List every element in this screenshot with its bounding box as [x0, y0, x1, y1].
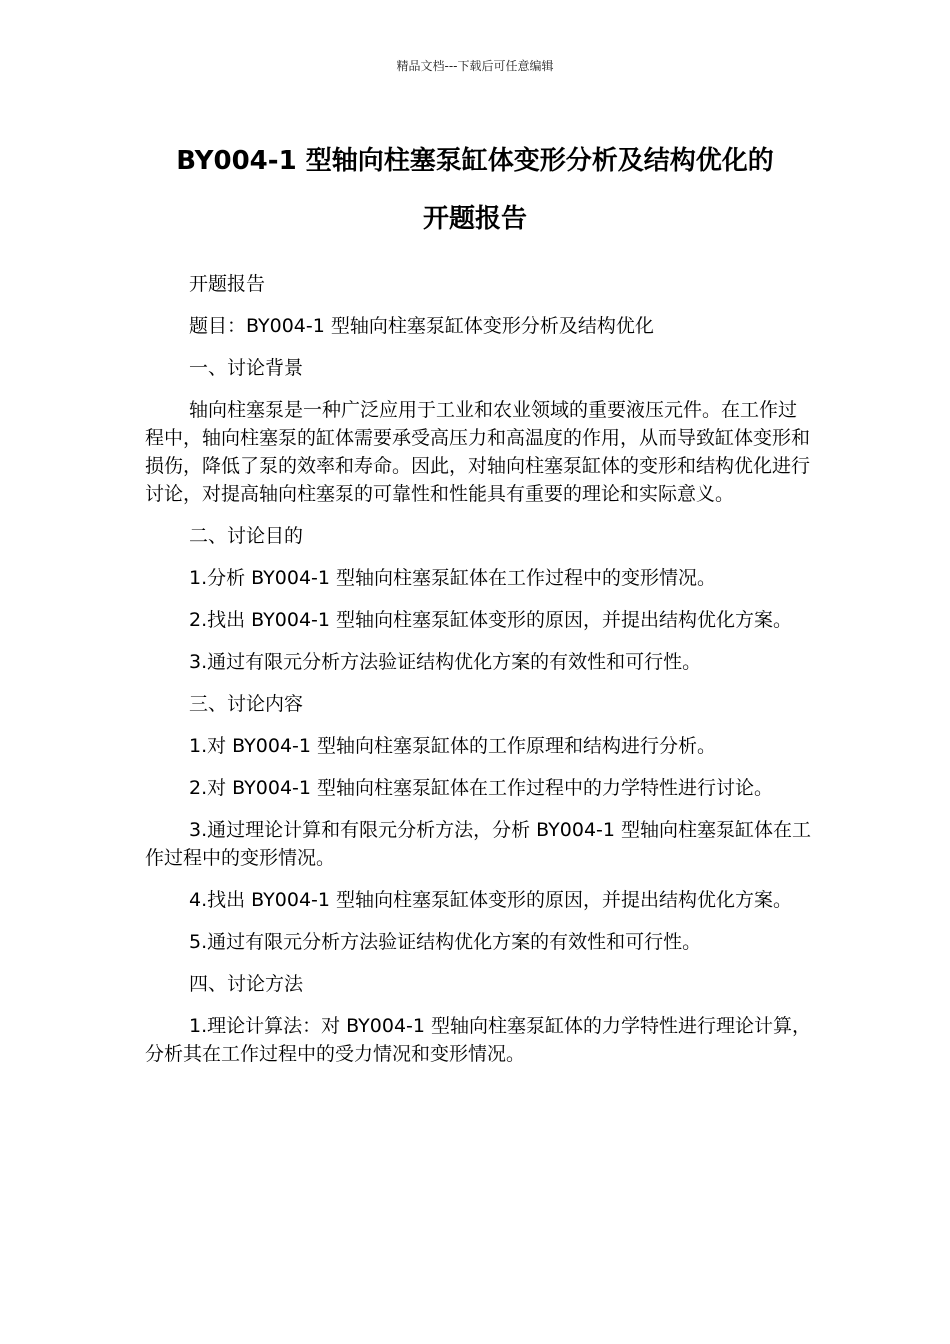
method-item-1: 1.理论计算法：对 BY004-1 型轴向柱塞泵缸体的力学特性进行理论计算，分析其在工作过程中的受力情况和变形情况。	[145, 1015, 812, 1065]
section-heading-purpose: 二、讨论目的	[189, 525, 304, 547]
purpose-item-1: 1.分析 BY004-1 型轴向柱塞泵缸体在工作过程中的变形情况。	[189, 567, 717, 589]
content-item-2: 2.对 BY004-1 型轴向柱塞泵缸体在工作过程中的力学特性进行讨论。	[189, 777, 774, 799]
purpose-item-2: 2.找出 BY004-1 型轴向柱塞泵缸体变形的原因，并提出结构优化方案。	[189, 609, 793, 631]
purpose-item-3: 3.通过有限元分析方法验证结构优化方案的有效性和可行性。	[189, 651, 702, 673]
content-item-3: 3.通过理论计算和有限元分析方法，分析 BY004-1 型轴向柱塞泵缸体在工作过程中的变形情况。	[145, 819, 812, 869]
document-title-line-1: BY004-1 型轴向柱塞泵缸体变形分析及结构优化的	[176, 146, 774, 176]
section-heading-background: 一、讨论背景	[189, 357, 304, 379]
content-item-5: 5.通过有限元分析方法验证结构优化方案的有效性和可行性。	[189, 931, 702, 953]
background-paragraph: 轴向柱塞泵是一种广泛应用于工业和农业领域的重要液压元件。在工作过程中，轴向柱塞泵的缸体需要承受高压力和高温度的作用，从而导致缸体变形和损伤，降低了泵的效率和寿命。因此，对轴向柱塞泵缸体的变形和结构优化进行讨论，对提高轴向柱塞泵的可靠性和性能具有重要的理论和实际意义。	[145, 399, 811, 505]
document-title-line-2: 开题报告	[422, 204, 527, 234]
document-body	[145, 270, 815, 1082]
topic-line: 题目：BY004-1 型轴向柱塞泵缸体变形分析及结构优化	[189, 315, 654, 337]
document-title	[100, 132, 850, 248]
page-header: 精品文档---下载后可任意编辑	[396, 59, 554, 73]
section-label-report: 开题报告	[189, 273, 266, 295]
section-heading-method: 四、讨论方法	[189, 973, 304, 995]
section-heading-content: 三、讨论内容	[189, 693, 304, 715]
content-item-1: 1.对 BY004-1 型轴向柱塞泵缸体的工作原理和结构进行分析。	[189, 735, 717, 757]
content-item-4: 4.找出 BY004-1 型轴向柱塞泵缸体变形的原因，并提出结构优化方案。	[189, 889, 793, 911]
